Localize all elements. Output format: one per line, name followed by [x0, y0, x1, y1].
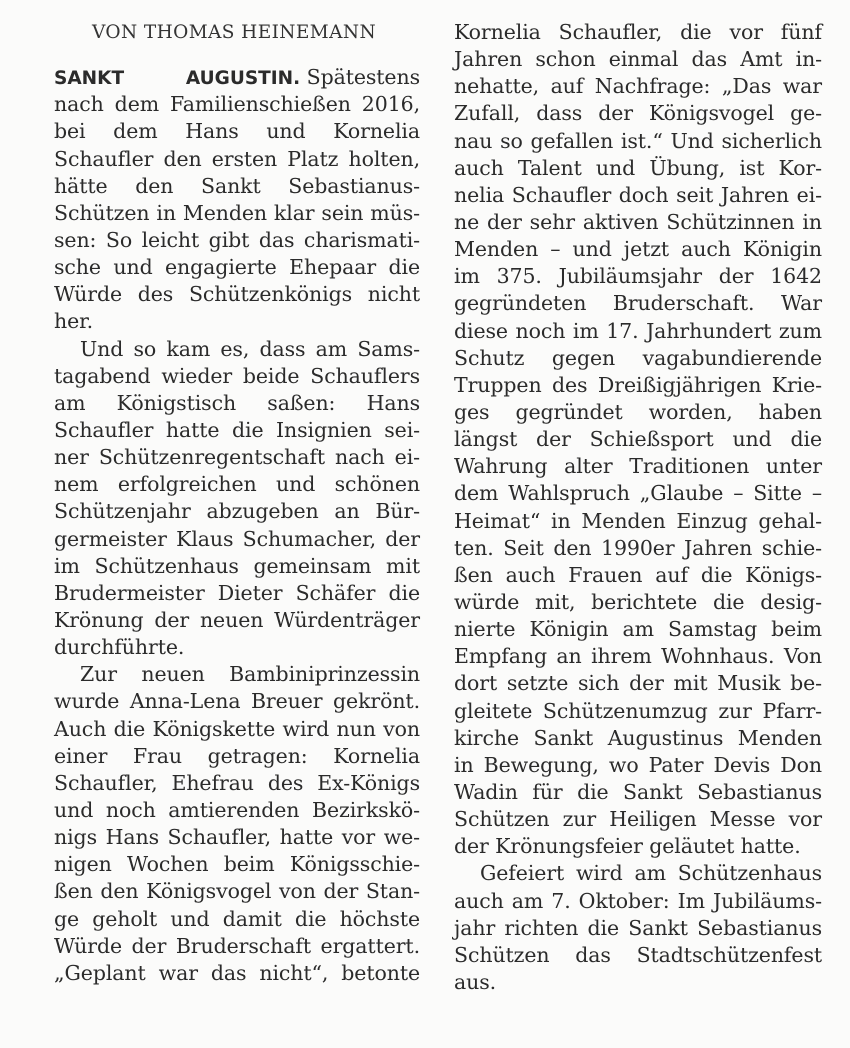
- text-line: sche und engagierte Ehepaar die: [54, 255, 420, 280]
- text-line: ten. Seit den 1990er Jahren schie-: [454, 535, 822, 560]
- text-line: nehatte, auf Nachfrage: „Das war: [454, 74, 822, 99]
- text-line: auch Talent und Übung, ist Kor-: [454, 155, 822, 180]
- text-line: im 375. Jubiläumsjahr der 1642: [454, 264, 822, 289]
- text-line: Wahrung alter Traditionen unter: [454, 454, 822, 479]
- text-line: Wadin für die Sankt Sebastianus: [454, 779, 822, 804]
- text-line: Schaufler hatte die Insignien sei-: [54, 417, 420, 442]
- text-line: Schützen zur Heiligen Messe vor: [454, 807, 822, 832]
- text-line: ge geholt und damit die höchste: [54, 906, 420, 931]
- text-line: ßen auch Frauen auf die Königs-: [454, 562, 822, 587]
- text-line: Menden – und jetzt auch Königin: [454, 237, 822, 262]
- text-line: ges gegründet worden, haben: [454, 399, 822, 424]
- text-line: Würde der Bruderschaft ergattert.: [54, 933, 420, 958]
- text-line: nach dem Familienschießen 2016,: [54, 92, 420, 117]
- text-line: dort setzte sich der mit Musik be-: [454, 671, 822, 696]
- text-line: nierte Königin am Samstag beim: [454, 617, 822, 642]
- text-line: durchführte.: [54, 635, 185, 660]
- text-line: nelia Schaufler doch seit Jahren ei-: [454, 182, 822, 207]
- dateline-rest: Spätestens: [300, 65, 420, 90]
- dateline-sankt: SANKT: [54, 68, 125, 90]
- text-line: Heimat“ in Menden Einzug gehal-: [454, 508, 822, 533]
- text-line: gegründeten Bruderschaft. War: [454, 291, 822, 316]
- article-column-left: [54, 19, 420, 987]
- text-line: ßen den Königsvogel von der Stan-: [54, 879, 420, 904]
- text-line: aus.: [454, 969, 497, 994]
- text-line: Und so kam es, dass am Sams-: [80, 336, 420, 361]
- text-line: Schutz gegen vagabundierende: [454, 345, 822, 370]
- byline: VON THOMAS HEINEMANN: [92, 22, 377, 43]
- text-line: hätte den Sankt Sebastianus-: [54, 173, 420, 198]
- dateline-tail: [186, 64, 420, 92]
- text-line: Empfang an ihrem Wohnhaus. Von: [454, 644, 822, 669]
- text-line: sen: So leicht gibt das charismati-: [54, 227, 420, 252]
- text-line: „Geplant war das nicht“, betonte: [54, 960, 420, 985]
- text-line: ne der sehr aktiven Schützinnen in: [454, 209, 822, 234]
- text-line: und noch amtierenden Bezirkskö-: [54, 797, 420, 822]
- text-line: Schaufler den ersten Platz holten,: [54, 146, 420, 171]
- text-line: längst der Schießsport und die: [454, 427, 822, 452]
- text-line: diese noch im 17. Jahrhundert zum: [454, 318, 822, 343]
- byline-spacer: [54, 46, 420, 64]
- text-line: wurde Anna-Lena Breuer gekrönt.: [54, 689, 420, 714]
- text-line: im Schützenhaus gemeinsam mit: [54, 553, 420, 578]
- text-line: in Bewegung, wo Pater Devis Don: [454, 752, 822, 777]
- text-line: Truppen des Dreißigjährigen Krie-: [454, 372, 822, 397]
- text-line: jahr richten die Sankt Sebastianus: [454, 915, 822, 940]
- text-line: tagabend wieder beide Schauflers: [54, 363, 420, 388]
- text-line: Schützen in Menden klar sein müs-: [54, 200, 420, 225]
- text-line: Zur neuen Bambiniprinzessin: [80, 662, 420, 687]
- text-line: bei dem Hans und Kornelia: [54, 119, 420, 144]
- text-line: dem Wahlspruch „Glaube – Sitte –: [454, 481, 822, 506]
- text-line: Krönung der neuen Würdenträger: [54, 607, 420, 632]
- text-line: Zufall, dass der Königsvogel ge-: [454, 101, 822, 126]
- text-line: Schützenjahr abzugeben an Bür-: [54, 499, 420, 524]
- text-line: nem erfolgreichen und schönen: [54, 472, 420, 497]
- text-line: germeister Klaus Schumacher, der: [54, 526, 420, 551]
- text-line: Gefeiert wird am Schützenhaus: [480, 861, 822, 886]
- text-line: einer Frau getragen: Kornelia: [54, 743, 420, 768]
- text-line: Auch die Königskette wird nun von: [54, 716, 420, 741]
- dateline-augustin: AUGUSTIN.: [185, 68, 301, 90]
- text-line: Brudermeister Dieter Schäfer die: [54, 580, 420, 605]
- text-line: her.: [54, 309, 93, 334]
- text-line: gleitete Schützenumzug zur Pfarr-: [454, 698, 822, 723]
- article-column-right: [454, 19, 822, 996]
- text-line: Jahren schon einmal das Amt in-: [454, 47, 822, 72]
- text-line: auch am 7. Oktober: Im Jubiläums-: [454, 888, 822, 913]
- dateline-line: [54, 64, 420, 91]
- text-line: nau so gefallen ist.“ Und sicherlich: [454, 128, 822, 153]
- text-line: Kornelia Schaufler, die vor fünf: [454, 20, 822, 44]
- text-line: nigen Wochen beim Königsschie-: [54, 852, 420, 877]
- text-line: Schützen das Stadtschützenfest: [454, 942, 822, 967]
- text-line: nigs Hans Schaufler, hatte vor we-: [54, 825, 420, 850]
- text-line: am Königstisch saßen: Hans: [54, 390, 420, 415]
- text-line: der Krönungsfeier geläutet hatte.: [454, 834, 801, 859]
- text-line: Würde des Schützenkönigs nicht: [54, 282, 420, 307]
- text-line: ner Schützenregentschaft nach ei-: [54, 445, 420, 470]
- text-line: würde mit, berichtete die desig-: [454, 589, 822, 614]
- text-line: Schaufler, Ehefrau des Ex-Königs: [54, 770, 420, 795]
- text-line: kirche Sankt Augustinus Menden: [454, 725, 822, 750]
